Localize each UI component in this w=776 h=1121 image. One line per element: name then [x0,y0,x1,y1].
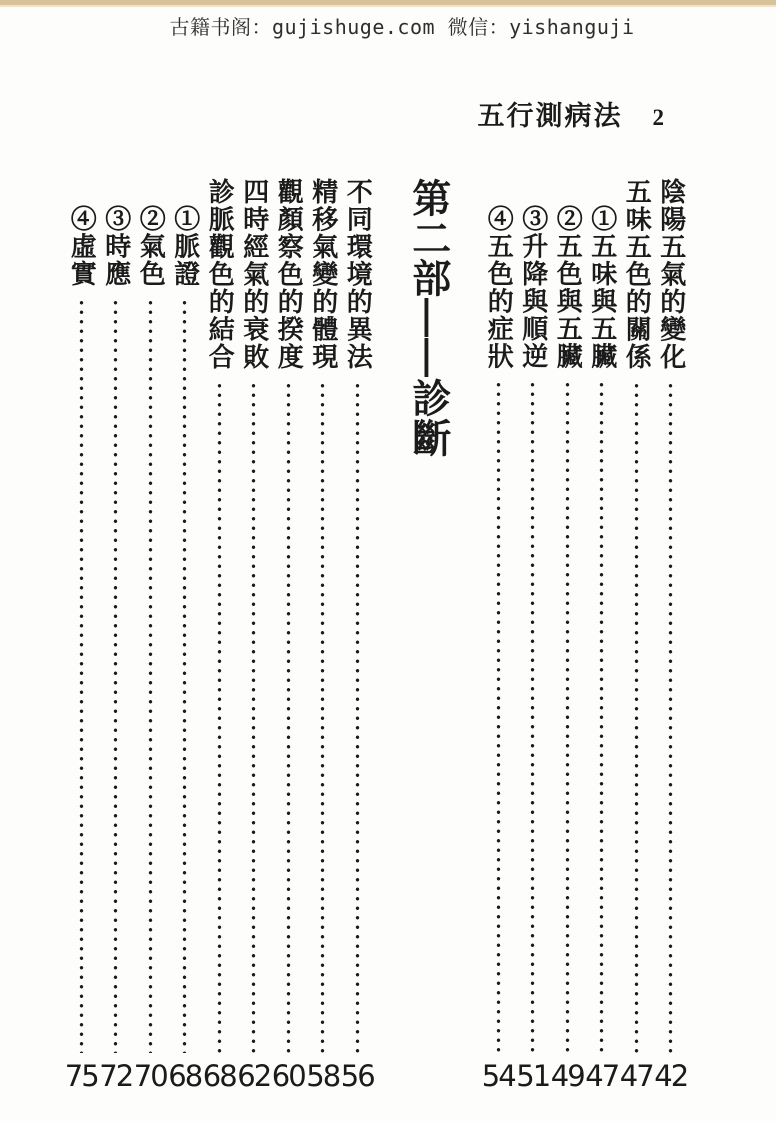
toc-entry-page-number: 75 [64,1059,98,1093]
dotted-leader [632,381,641,1054]
folio-page-number: 2 [652,105,664,130]
toc-entry-title: ②五色與五臟 [553,205,583,370]
dotted-leader [77,298,86,1054]
toc-entry-page-number: 68 [168,1059,202,1093]
toc-entry-title: 四時經氣的衰敗 [239,178,269,371]
watermark-top-bar [0,0,776,5]
toc-entry [133,178,168,1091]
toc-entry-page-number: 51 [516,1059,550,1093]
toc-entry [99,178,134,1091]
toc-entry [306,178,341,1091]
dotted-leader [528,380,537,1053]
toc-entry-title: 不同環境的異法 [343,178,373,371]
toc-entry-title: 觀顏察色的揆度 [274,178,304,371]
toc-entry-title: ④虛實 [67,205,97,288]
toc-entry-page-number: 68 [202,1059,236,1093]
toc-entry [481,178,516,1091]
toc-entry [64,178,99,1091]
toc-entry-page-number: 70 [133,1059,167,1093]
dotted-leader [318,381,327,1054]
dotted-leader [146,298,155,1054]
toc-entry-page-number: 60 [271,1059,305,1093]
toc-entry-page-number: 47 [619,1059,653,1093]
watermark-banner-text: 古籍书阁：gujishuge.com 微信：yishanguji [169,15,635,39]
toc-entry-page-number: 49 [550,1059,584,1093]
dotted-leader [563,380,572,1053]
toc-entry [516,178,551,1091]
toc-group-right [481,178,688,1091]
toc-entry-title: 診脈觀色的結合 [205,178,235,371]
toc-entry-page-number: 72 [99,1059,133,1093]
running-head [478,94,665,133]
section-title: 第二部——診斷 [406,178,450,458]
toc-entry-page-number: 62 [237,1059,271,1093]
dotted-leader [180,298,189,1054]
dotted-leader [597,380,606,1053]
toc-entry-title: ④五色的症狀 [484,205,514,370]
toc-entry-title: ①五味與五臟 [587,205,617,370]
toc-entry-page-number: 47 [585,1059,619,1093]
dotted-leader [111,298,120,1054]
dotted-leader [215,381,224,1054]
toc-entry-page-number: 54 [481,1059,515,1093]
toc-entry-title: 五味五色的關係 [622,178,652,371]
book-title: 五行測病法 [477,101,623,131]
toc-entry [202,178,237,1091]
toc-entry-title: ①脈證 [170,205,200,288]
toc-entry [237,178,272,1091]
toc-entry-title: ②氣色 [136,205,166,288]
toc-entry-page-number: 56 [340,1059,374,1093]
toc-entry [340,178,375,1091]
table-of-contents [64,178,688,1091]
dotted-leader [666,381,675,1054]
toc-entry-page-number: 42 [654,1059,688,1093]
dotted-leader [353,381,362,1054]
toc-entry-title: 陰陽五氣的變化 [656,178,686,371]
dotted-leader [249,381,258,1054]
toc-entry-title: ③升降與順逆 [518,205,548,370]
dotted-leader [494,380,503,1053]
toc-entry [619,178,654,1091]
toc-entry [168,178,203,1091]
toc-entry [550,178,585,1091]
toc-entry [271,178,306,1091]
toc-group-left [64,178,375,1091]
dotted-leader [284,381,293,1054]
toc-entry [654,178,689,1091]
toc-entry [585,178,620,1091]
toc-entry-title: 精移氣變的體現 [308,178,338,371]
toc-entry-page-number: 58 [306,1059,340,1093]
toc-entry-title: ③時應 [101,205,131,288]
